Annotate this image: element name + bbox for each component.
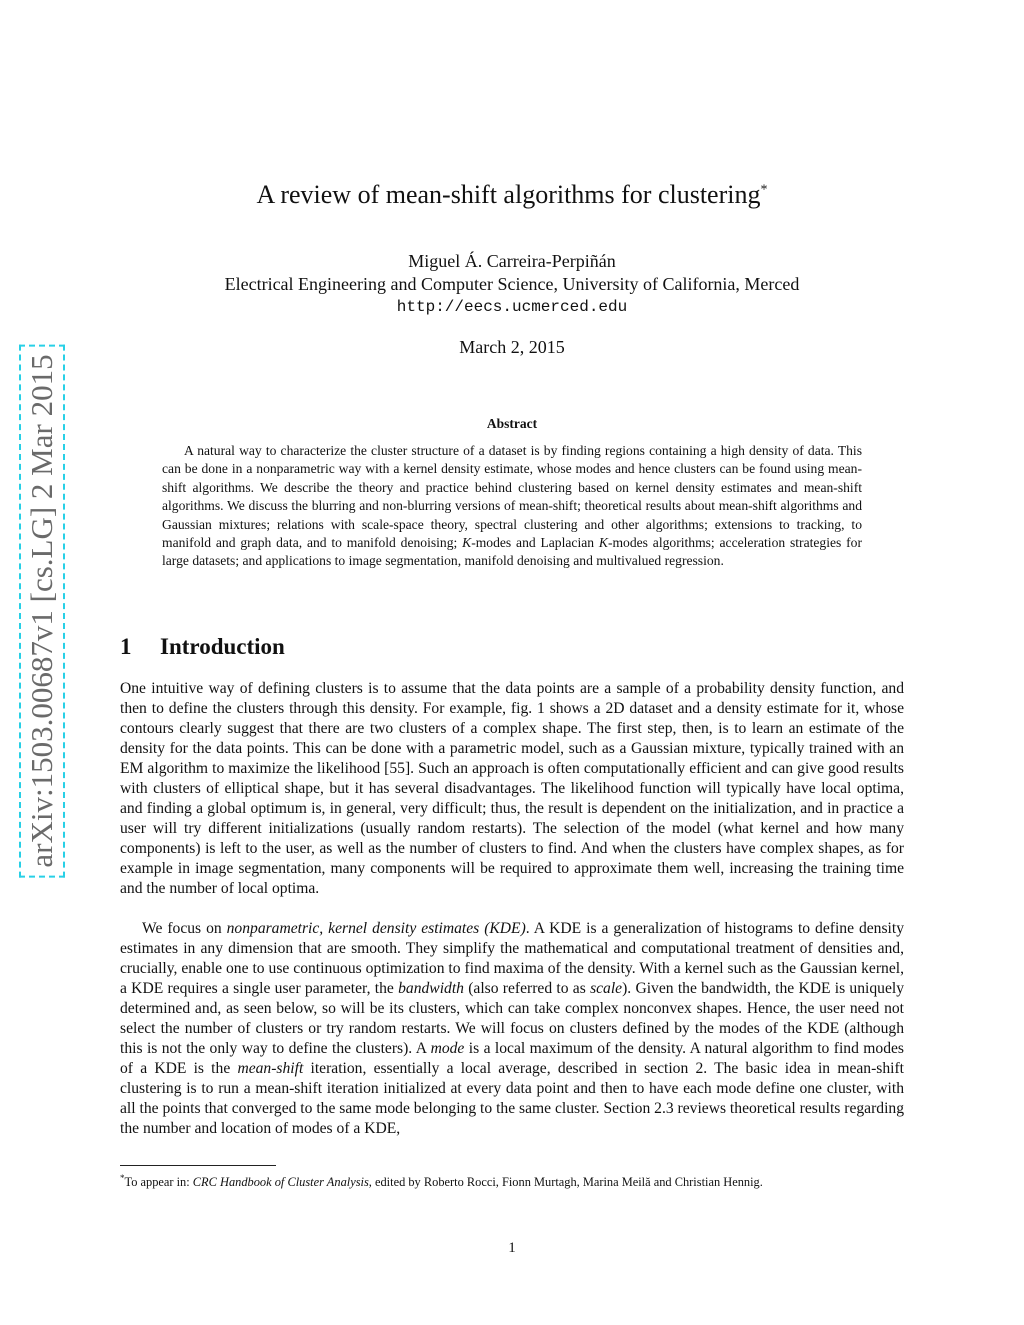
- arxiv-stamp[interactable]: [20, 318, 64, 904]
- abstract-heading: Abstract: [486, 416, 538, 431]
- section-heading: [120, 634, 285, 660]
- arxiv-stamp-text[interactable]: arXiv:1503.00687v1 [cs.LG] 2 Mar 2015: [19, 344, 65, 877]
- footnote: *To appear in: CRC Handbook of Cluster Analysis, edited by Roberto Rocci, Fionn Murtagh, Marina Meilă and Christian Hennig.: [120, 1173, 763, 1190]
- section-number: 1: [120, 634, 132, 659]
- intro-paragraph-2: We focus on nonparametric, kernel density estimates (KDE). A KDE is a generalization of histograms to define density estimates in any dimension that are smooth. They simplify the mathematical and computational treatment of densities and, crucially, enable one to use continuous optimization to find maxima of the density. With a kernel such as the Gaussian kernel, a KDE requires a single user parameter, the bandwidth (also referred to as scale). Given the bandwidth, the KDE is uniquely determined and, as seen below, so will be its clusters, which can take complex nonconvex shapes. Hence, the user need not select the number of clusters or try random restarts. We will focus on clusters defined by the modes of the KDE (although this is not the only way to define the clusters). A mode is a local maximum of the density. A natural algorithm to find modes of a KDE is the mean-shift iteration, essentially a local average, described in section 2. The basic idea in mean-shift clustering is to run a mean-shift iteration initialized at every data point and then to have each mode define one cluster, with all the points that converged to the same mode belonging to the same cluster. Section 2.3 reviews theoretical results regarding the number and location of modes of a KDE,: [120, 920, 905, 1137]
- author-url-link[interactable]: http://eecs.ucmerced.edu: [396, 298, 628, 316]
- intro-paragraph-1: One intuitive way of defining clusters is to assume that the data points are a sample of a probability density function, and then to define the clusters through this density. For example, fig. 1 shows a 2D dataset and a density estimate for it, whose contours clearly suggest that there are two clusters of a complex shape. The first step, then, is to learn an estimate of the density for the data points. This can be done with a parametric model, such as a Gaussian mixture, typically trained with an EM algorithm to maximize the likelihood [55]. Such an approach is often computationally efficient and can give good results with clusters of elliptical shape, but it has several disadvantages. The likelihood function will typically have local optima, and finding a global optimum is, in general, very difficult; thus, the result is dependent on the initialization, and in practice a user will try different initializations (usually random restarts). The selection of the model (what kernel and how many components) is left to the user, as well as the number of clusters to find. And when the clusters have complex shapes, as for example in image segmentation, many components will be required to approximate them well, increasing the training time and the number of local optima.: [120, 680, 904, 897]
- section-title: Introduction: [160, 634, 285, 659]
- publication-date: March 2, 2015: [459, 337, 565, 357]
- paper-title: [0, 180, 1024, 210]
- page-number: 1: [508, 1240, 516, 1256]
- author-block: [0, 250, 1024, 319]
- title-footnote-mark: *: [760, 182, 768, 198]
- footnote-divider: [120, 1165, 276, 1166]
- paper-title-text: A review of mean-shift algorithms for clustering: [256, 180, 761, 209]
- author-name: Miguel Á. Carreira-Perpiñán: [408, 251, 616, 271]
- affiliation: Electrical Engineering and Computer Science, University of California, Merced: [224, 274, 800, 294]
- abstract-text: A natural way to characterize the cluster structure of a dataset is by finding regions containing a high density of data. This can be done in a nonparametric way with a kernel density estimate, whose modes and hence clusters can be found using mean-shift algorithms. We describe the theory and practice behind clustering based on kernel density estimates and mean-shift algorithms. We discuss the blurring and non-blurring versions of mean-shift; theoretical results about mean-shift algorithms and Gaussian mixtures; relations with scale-space theory, spectral clustering and other algorithms; extensions to tracking, to manifold and graph data, and to manifold denoising; K-modes and Laplacian K-modes algorithms; acceleration strategies for large datasets; and applications to image segmentation, manifold denoising and multivalued regression.: [162, 443, 862, 569]
